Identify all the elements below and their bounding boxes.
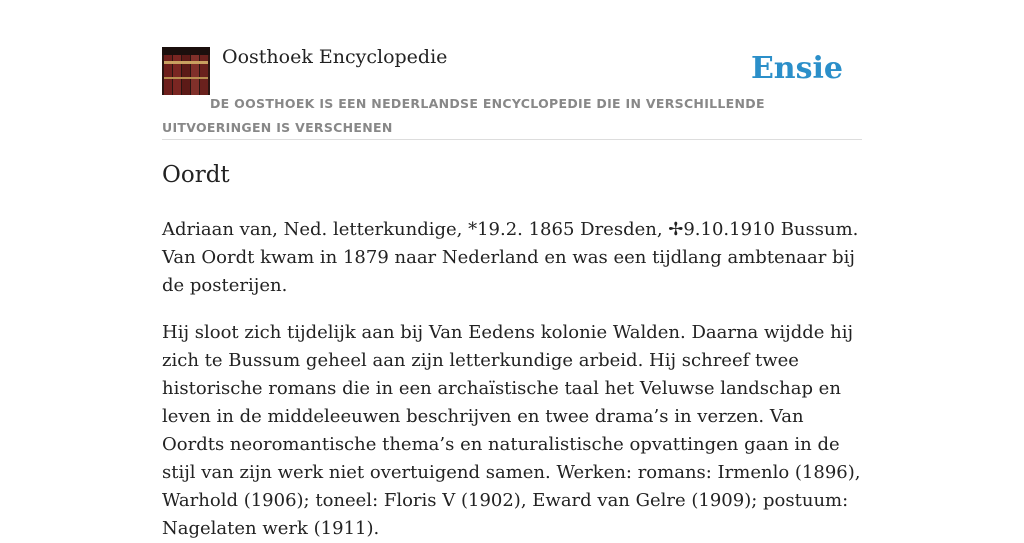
site-title[interactable]: Oosthoek Encyclopedie bbox=[222, 46, 448, 68]
header-divider bbox=[162, 139, 862, 140]
site-header bbox=[162, 44, 862, 140]
article-paragraph: Adriaan van, Ned. letterkundige, *19.2. 1865 Dresden, ✢9.10.1910 Bussum. Van Oordt kwam in 1879 naar Nederland en was een tijdlang ambtenaar bij de posterijen. bbox=[162, 219, 859, 296]
brand-logo[interactable]: Ensie bbox=[750, 51, 843, 86]
encyclopedia-books-icon[interactable] bbox=[162, 47, 210, 95]
site-tagline: DE OOSTHOEK IS EEN NEDERLANDSE ENCYCLOPEDIE DIE IN VERSCHILLENDE UITVOERINGEN IS VERSCHENEN bbox=[162, 96, 765, 135]
page-title: Oordt bbox=[162, 162, 230, 188]
article-paragraph: Hij sloot zich tijdelijk aan bij Van Eedens kolonie Walden. Daarna wijdde hij zich te Bussum geheel aan zijn letterkundige arbeid. Hij schreef twee historische romans die in een archaïstische taal het Veluwse landschap en leven in de middeleeuwen beschrijven en twee drama’s in verzen. Van Oordts neoromantische thema’s en naturalistische opvattingen gaan in de stijl van zijn werk niet overtuigend samen. Werken: romans: Irmenlo (1896), Warhold (1906); toneel: Floris V (1902), Eward van Gelre (1909); postuum: Nagelaten werk (1911). bbox=[162, 322, 861, 539]
